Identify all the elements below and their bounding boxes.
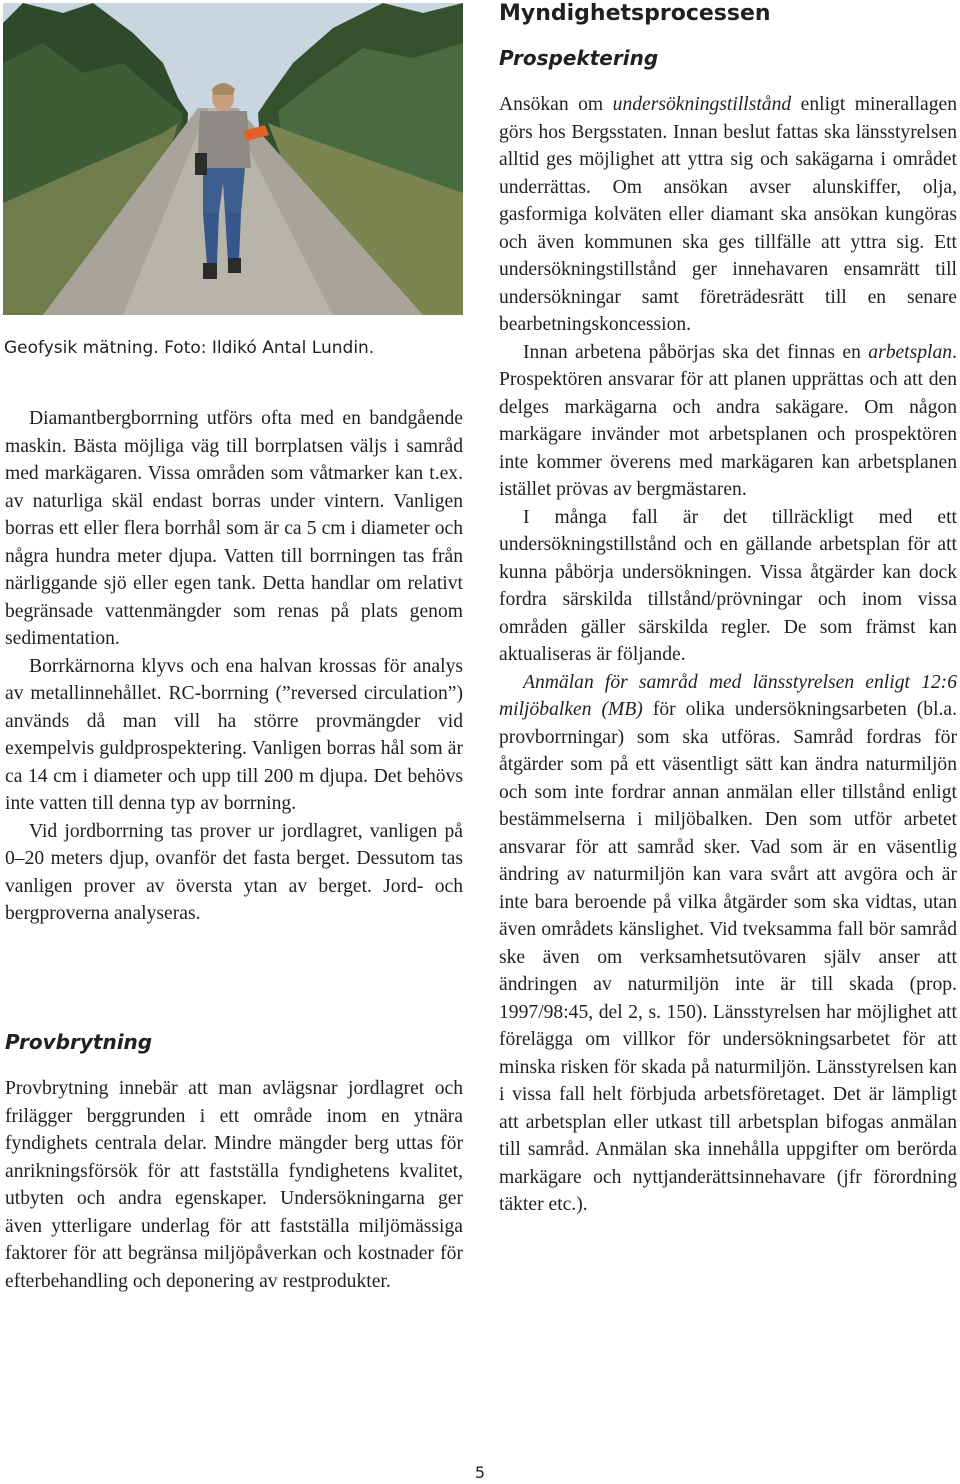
paragraph-provbrytning: Provbrytning innebär att man avlägsnar jordlagret och frilägger berggrunden i ett område inom en ytnära fyndighets centrala delar. Mindre mängder berg uttas för anrikningsförsök för att fastställa fyndighetens kvalitet, utbyten och andra egenskaper. Undersökningarna ger även ytterligare underlag för att fastställa miljömässiga faktorer för att begränsa miljöpåverkan och kostnader för efterbehandling och deponering av restprodukter.	[5, 1078, 463, 1292]
paragraph-jordborrning: Vid jordborrning tas prover ur jordlagret, vanligen på 0–20 meters djup, ovanför det fasta berget. Dessutom tas vanligen prover av översta ytan av berget. Jord- och bergproverna analyseras.	[5, 820, 463, 924]
text-run: Ansökan om	[499, 94, 613, 115]
photo-caption: Geofysik mätning. Foto: Ildikó Antal Lundin.	[4, 338, 375, 358]
left-column-top	[5, 405, 463, 928]
text-run: för olika undersökningsarbeten (bl.a. provborrningar) som ska utföras. Samråd fordras för åtgärder som på ett väsentligt sätt kan ändra naturmiljön och som inte fordrar annan anmälan eller tillstånd enligt bestämmelserna i miljöbalken. Den som utför arbetet ansvarar för att samråd sker. Vad som är en väsentlig ändring av naturmiljön kan vara svårt att avgöra och är inte bara beroende på vilka åtgärder som ska vidtas, utan även områdets känslighet. Vid tveksamma fall bör samråd ske även om verksamhetsutövaren själv anser att ändringen av naturmiljön inte är till skada (prop. 1997/98:45, del 2, s. 150). Länsstyrelsen har möjlighet att förelägga om villkor för undersökningsarbetet för att minska risken för skada på naturmiljön. Länsstyrelsen kan i vissa fall helt förbjuda arbetsföretaget. Det är lämpligt att arbetsplan eller utkast till arbetsplan bifogas anmälan till samråd. Anmälan ska innehålla uppgifter om berörda markägare och nyttjanderättsinnehavare (jfr förordning täkter etc.).	[499, 699, 958, 1215]
photo-illustration	[3, 3, 463, 315]
left-column-bottom	[5, 1075, 463, 1295]
paragraph-anmalan	[499, 669, 957, 1219]
field-photo	[3, 3, 463, 315]
text-run: . Prospektören ansvarar för att planen upprättas och att den delges markägarna och andra sakägare. Om någon markägare invänder mot arbetsplanen och prospektören inte kommer överens med markägaren kan arbetsplanen istället prövas av bergmästaren.	[499, 341, 957, 500]
emphasis-undersokningstillstand: undersökningstillstånd	[612, 94, 792, 115]
emphasis-arbetsplan: arbetsplan	[868, 341, 953, 363]
section-heading-provbrytning: Provbrytning	[5, 1030, 153, 1054]
paragraph-tillstand: I många fall är det tillräckligt med ett undersökningstillstånd och en gällande arbetsplan för att kunna påbörja undersökningen. Vissa åtgärder kan dock fordra särskilda tillstånd/prövningar och inom vissa områden gäller särskilda regler. De som främst kan aktualiseras är följande.	[499, 506, 957, 665]
emphasis-anmalan-samrad: Anmälan för samråd med länsstyrelsen enligt 12:6 miljöbalken (MB)	[499, 671, 957, 720]
paragraph-arbetsplan	[499, 339, 957, 504]
subheading-prospektering: Prospektering	[499, 46, 659, 70]
right-column	[499, 91, 957, 1219]
paragraph-ansokan	[499, 91, 957, 339]
text-run: enligt minerallagen görs hos Bergsstaten. Innan beslut fattas ska länsstyrelsen alltid ges möjlighet att yttra sig och sakägarna i området underrättas. Om ansökan avser alunskiffer, olja, gasformiga kolväten eller diamant ska ansökan kungöras och även kommunen ska ges tillfälle att yttra sig. Ett undersökningstillstånd ger innehavaren ensamrätt till undersökningar samt företrädesrätt till en senare bearbetningskoncession.	[499, 94, 957, 335]
section-heading-myndighetsprocessen: Myndighetsprocessen	[499, 1, 771, 26]
paragraph-diamantborrning: Diamantbergborrning utförs ofta med en bandgående maskin. Bästa möjliga väg till borrplatsen väljs i samråd med markägaren. Vissa områden som våtmarker kan t.ex. av naturliga skäl endast borras under vintern. Vanligen borras ett eller flera borrhål som är ca 5 cm i diameter och några hundra meter djupa. Vatten till borrningen tas från närliggande sjö eller egen tank. Detta handlar om relativt begränsade vattenmängder som renas på plats genom sedimentation.	[5, 408, 463, 649]
text-run: Innan arbetena påbörjas ska det finnas en	[523, 341, 869, 363]
page-number: 5	[474, 1463, 486, 1482]
paragraph-borrkarnor: Borrkärnorna klyvs och ena halvan krossas för analys av metallinnehållet. RC-borrning (”reversed circulation”) används då man vill ha större provmängder vid exempelvis guldprospektering. Vanligen borras hål som är ca 14 cm i diameter och upp till 200 m djupa. Det behövs inte vatten till denna typ av borrning.	[5, 655, 463, 814]
